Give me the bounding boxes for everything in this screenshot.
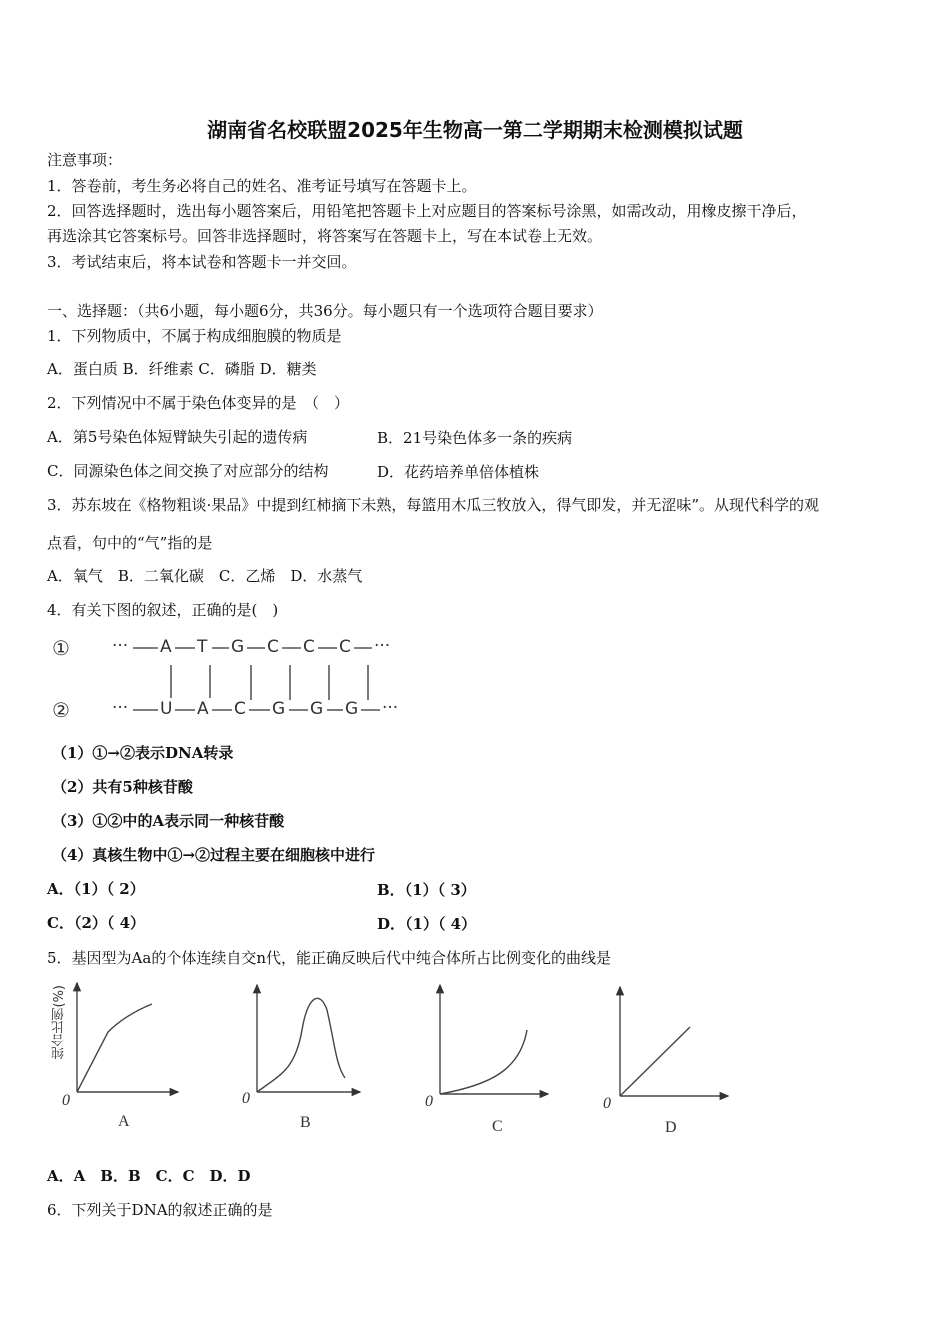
statement: （3）①②中的A表示同一种核苷酸	[52, 812, 285, 830]
base: G	[272, 699, 286, 719]
base: C	[339, 637, 351, 657]
base: G	[345, 699, 359, 719]
question-4-option-b: B．（1）（ 3）	[377, 881, 476, 899]
notice-item: 3．考试结束后，将本试卷和答题卡一并交回。	[47, 253, 357, 271]
question-5-stem: 5．基因型为Aa的个体连续自交n代，能正确反映后代中纯合体所占比例变化的曲线是	[47, 949, 611, 967]
ellipsis: ···	[374, 636, 391, 656]
question-4-option-a: A．（1）（ 2）	[47, 880, 145, 898]
section-heading: 一、选择题：（共6小题，每小题6分，共36分。每小题只有一个选项符合题目要求）	[47, 302, 603, 320]
graph-c	[440, 985, 548, 1094]
origin-label: 0	[603, 1095, 611, 1112]
graph-label-b: B	[300, 1114, 311, 1131]
ellipsis: ···	[382, 698, 399, 718]
base: G	[231, 637, 245, 657]
base: C	[234, 699, 246, 719]
y-axis-label: 纯合比例(%)	[52, 985, 67, 1060]
graph-label-c: C	[492, 1118, 503, 1135]
notice-heading: 注意事项：	[47, 151, 123, 169]
question-2-option-b: B．21号染色体多一条的疾病	[377, 429, 573, 447]
page-title: 湖南省名校联盟2025年生物高一第二学期期末检测模拟试题	[207, 118, 743, 142]
question-5-options: A．A B．B C．C D．D	[47, 1167, 251, 1185]
base: A	[160, 637, 172, 657]
graph-label-a: A	[118, 1113, 130, 1130]
question-4-option-d: D．（1）（ 4）	[377, 915, 477, 933]
question-2-option-a: A．第5号染色体短臂缺失引起的遗传病	[47, 428, 308, 446]
question-4-stem: 4．有关下图的叙述，正确的是( )	[47, 601, 279, 619]
origin-label: 0	[242, 1090, 250, 1107]
statement: （4）真核生物中①→②过程主要在细胞核中进行	[52, 846, 376, 864]
question-2-stem: 2．下列情况中不属于染色体变异的是 （ ）	[47, 394, 350, 412]
ellipsis: ···	[112, 698, 129, 718]
notice-item: 再选涂其它答案标号。回答非选择题时，将答案写在答题卡上，写在本试卷上无效。	[47, 227, 603, 245]
graph-label-d: D	[665, 1119, 677, 1136]
base: A	[197, 699, 209, 719]
graph-b	[257, 985, 360, 1092]
base: G	[310, 699, 324, 719]
ellipsis: ···	[112, 636, 129, 656]
notice-item: 1．答卷前，考生务必将自己的姓名、准考证号填写在答题卡上。	[47, 177, 477, 195]
question-1-stem: 1．下列物质中，不属于构成细胞膜的物质是	[47, 327, 342, 345]
question-6-stem: 6．下列关于DNA的叙述正确的是	[47, 1201, 273, 1219]
base: T	[197, 637, 208, 657]
notice-item: 2．回答选择题时，选出每小题答案后，用铅笔把答题卡上对应题目的答案标号涂黑，如需改动，用橡皮擦干净后，	[47, 202, 807, 220]
statement: （1）①→②表示DNA转录	[52, 744, 234, 762]
question-4-option-c: C．（2）（ 4）	[47, 914, 146, 932]
graph-d	[620, 987, 728, 1096]
question-2-option-d: D．花药培养单倍体植株	[377, 463, 540, 481]
statement: （2）共有5种核苷酸	[52, 778, 193, 796]
question-3-stem-cont: 点看，句中的“气”指的是	[47, 534, 213, 552]
question-3-options: A．氧气 B．二氧化碳 C．乙烯 D．水蒸气	[47, 567, 363, 585]
question-3-stem: 3．苏东坡在《格物粗谈·果品》中提到红柿摘下未熟，每篮用木瓜三牧放入，得气即发，并无涩味”。从现代科学的观	[47, 496, 819, 514]
origin-label: 0	[425, 1093, 433, 1110]
strand-1-label: ①	[52, 636, 70, 660]
base: C	[267, 637, 279, 657]
graph-a	[77, 983, 178, 1092]
strand-2-label: ②	[52, 698, 70, 722]
question-1-options: A．蛋白质 B．纤维素 C．磷脂 D．糖类	[47, 360, 317, 378]
base: U	[160, 699, 173, 719]
origin-label: 0	[62, 1092, 70, 1109]
question-2-option-c: C．同源染色体之间交换了对应部分的结构	[47, 462, 329, 480]
base: C	[303, 637, 315, 657]
